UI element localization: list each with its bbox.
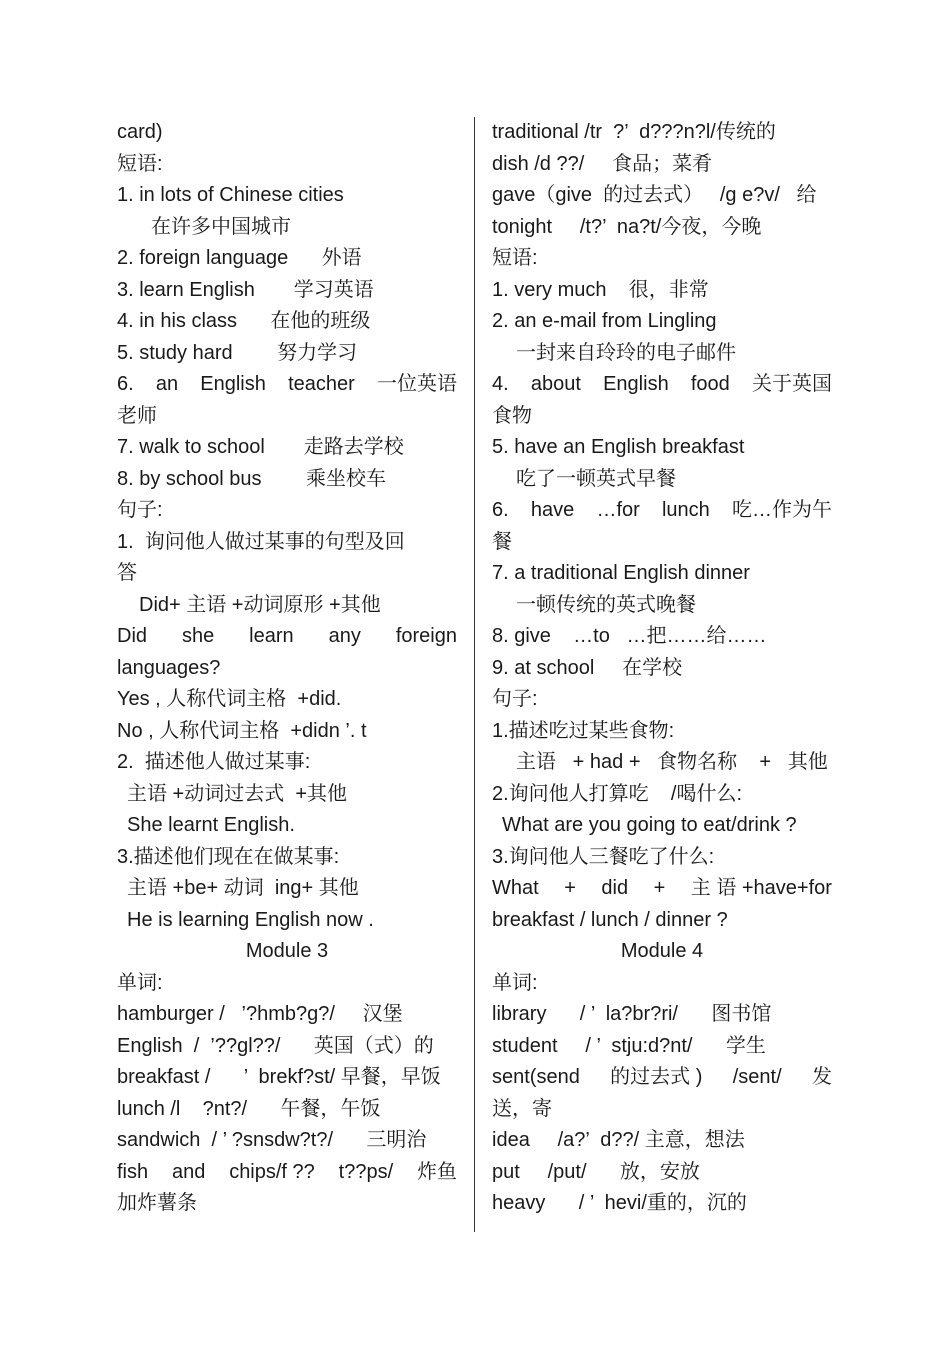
word: learn xyxy=(249,625,294,647)
word: Did xyxy=(117,625,148,647)
phrase-item-justified xyxy=(492,369,832,401)
vocab-item: put /put/ 放，安放 xyxy=(492,1160,700,1183)
example-sentence: What are you going to eat/drink ? xyxy=(502,814,797,836)
vocab-item: idea /a?’ d??/ 主意，想法 xyxy=(492,1129,745,1151)
word: foreign xyxy=(395,625,457,647)
sentence-pattern-justified xyxy=(492,873,832,905)
phrase-translation: 一顿传统的英式晚餐 xyxy=(516,593,696,616)
column-divider xyxy=(474,117,475,1232)
sentence-rule: 2. 描述他人做过某事: xyxy=(117,751,311,773)
phrase-item-justified xyxy=(117,369,457,401)
vocab-item: tonight /t?’ na?t/今夜，今晚 xyxy=(492,215,762,238)
example-sentence: No , 人称代词主格 +didn ’. t xyxy=(117,719,367,742)
example-sentence-justified xyxy=(117,621,457,653)
phrase-continuation: 餐 xyxy=(492,530,512,553)
phrase-item: 5. study hard 努力学习 xyxy=(117,341,358,364)
word: an xyxy=(155,373,179,395)
phrase-item-justified xyxy=(492,495,832,527)
vocab-item: traditional /tr ?’ d???n?l/传统的 xyxy=(492,121,776,143)
vocab-item: breakfast / ’ brekf?st/ 早餐，早饭 xyxy=(117,1066,441,1088)
vocab-item: heavy / ’ hevi/重的，沉的 xyxy=(492,1192,747,1214)
sentence-pattern-continuation: breakfast / lunch / dinner ? xyxy=(492,908,728,931)
word: /sent/ xyxy=(732,1066,782,1088)
phrase-item: 9. at school 在学校 xyxy=(492,656,683,679)
phrase-translation: 在许多中国城市 xyxy=(151,215,291,238)
word: lunch xyxy=(661,499,710,521)
section-heading-sentences: 句子: xyxy=(117,499,163,521)
vocab-item: gave（give 的过去式） /g e?v/ 给 xyxy=(492,184,817,206)
word: 发 xyxy=(811,1066,832,1088)
left-column xyxy=(117,117,457,1220)
phrase-continuation: 老师 xyxy=(117,404,157,427)
vocab-continuation: 加炸薯条 xyxy=(117,1192,197,1214)
word: fish xyxy=(117,1160,149,1183)
phrase-item: 7. a traditional English dinner xyxy=(492,562,750,584)
vocab-item: sandwich / ’ ?snsdw?t?/ 三明治 xyxy=(117,1129,427,1151)
sentence-rule-continuation: 答 xyxy=(117,562,137,584)
word: teacher xyxy=(288,373,355,395)
section-heading-words: 单词: xyxy=(492,971,538,994)
word: …for xyxy=(596,499,640,521)
module-title: Module 3 xyxy=(245,940,329,962)
word: 炸鱼 xyxy=(416,1160,457,1183)
phrase-item: 8. give …to …把……给…… xyxy=(492,625,767,647)
word: 吃…作为午 xyxy=(731,499,832,521)
word: 关于英国 xyxy=(751,373,832,395)
section-heading-sentences: 句子: xyxy=(492,688,538,710)
word: chips/f ?? xyxy=(229,1160,315,1183)
vocab-item-justified xyxy=(117,1157,457,1189)
phrase-item: 3. learn English 学习英语 xyxy=(117,278,374,301)
word: she xyxy=(181,625,215,647)
sentence-rule: 3.描述他们现在在做某事: xyxy=(117,845,340,868)
sentence-rule: 3.询问他人三餐吃了什么: xyxy=(492,845,715,868)
text-line: card) xyxy=(117,121,163,143)
vocab-item-justified xyxy=(492,1062,832,1094)
example-sentence: He is learning English now . xyxy=(127,908,374,931)
phrase-item: 2. an e-mail from Lingling xyxy=(492,310,717,332)
phrase-item: 7. walk to school 走路去学校 xyxy=(117,436,404,458)
sentence-pattern: Did+ 主语 +动词原形 +其他 xyxy=(139,593,381,616)
phrase-item: 1. in lots of Chinese cities xyxy=(117,184,344,206)
word: 6. xyxy=(492,499,509,521)
phrase-item: 4. in his class 在他的班级 xyxy=(117,310,371,332)
example-sentence: languages? xyxy=(117,656,221,679)
word: + xyxy=(653,877,666,899)
word: any xyxy=(328,625,361,647)
vocab-item: dish /d ??/ 食品；菜肴 xyxy=(492,152,713,175)
sentence-pattern: 主语 + had + 食物名称 + 其他 xyxy=(516,751,828,773)
word: about xyxy=(530,373,581,395)
sentence-pattern: 主语 +动词过去式 +其他 xyxy=(127,782,348,805)
word: and xyxy=(171,1160,206,1183)
section-heading-phrases: 短语: xyxy=(492,247,538,269)
word: 主 语 +have+for xyxy=(690,877,832,899)
word: + xyxy=(564,877,576,899)
word: sent(send xyxy=(492,1066,580,1088)
word: What xyxy=(492,877,539,899)
vocab-continuation: 送，寄 xyxy=(492,1097,552,1120)
word: 的过去式 ) xyxy=(610,1066,703,1088)
vocab-item: English / ’??gl??/ 英国（式）的 xyxy=(117,1034,434,1057)
phrase-item: 2. foreign language 外语 xyxy=(117,247,362,269)
word: t??ps/ xyxy=(338,1160,394,1183)
vocab-item: lunch /l ?nt?/ 午餐，午饭 xyxy=(117,1097,381,1120)
example-sentence: Yes , 人称代词主格 +did. xyxy=(117,688,342,710)
sentence-rule: 2.询问他人打算吃 /喝什么: xyxy=(492,782,743,805)
section-heading-phrases: 短语: xyxy=(117,152,163,175)
sentence-rule: 1. 询问他人做过某事的句型及回 xyxy=(117,530,405,553)
right-column xyxy=(492,117,832,1220)
word: English xyxy=(603,373,669,395)
module-title: Module 4 xyxy=(620,940,704,962)
phrase-item: 8. by school bus 乘坐校车 xyxy=(117,467,386,490)
sentence-rule: 1.描述吃过某些食物: xyxy=(492,719,675,742)
word: have xyxy=(530,499,575,521)
word: food xyxy=(690,373,730,395)
word: 一位英语 xyxy=(376,373,457,395)
phrase-item: 5. have an English breakfast xyxy=(492,436,745,458)
word: 4. xyxy=(492,373,509,395)
phrase-item: 1. very much 很，非常 xyxy=(492,278,709,301)
phrase-translation: 吃了一顿英式早餐 xyxy=(516,467,676,490)
vocab-item: student / ’ stju:d?nt/ 学生 xyxy=(492,1034,766,1057)
word: 6. xyxy=(117,373,134,395)
vocab-item: library / ’ la?br?ri/ 图书馆 xyxy=(492,1003,772,1025)
example-sentence: She learnt English. xyxy=(127,814,295,836)
sentence-pattern: 主语 +be+ 动词 ing+ 其他 xyxy=(127,877,359,899)
phrase-continuation: 食物 xyxy=(492,404,532,427)
phrase-translation: 一封来自玲玲的电子邮件 xyxy=(516,341,736,364)
word: English xyxy=(200,373,266,395)
vocab-item: hamburger / ’?hmb?g?/ 汉堡 xyxy=(117,1003,403,1025)
word: did xyxy=(601,877,629,899)
section-heading-words: 单词: xyxy=(117,971,163,994)
